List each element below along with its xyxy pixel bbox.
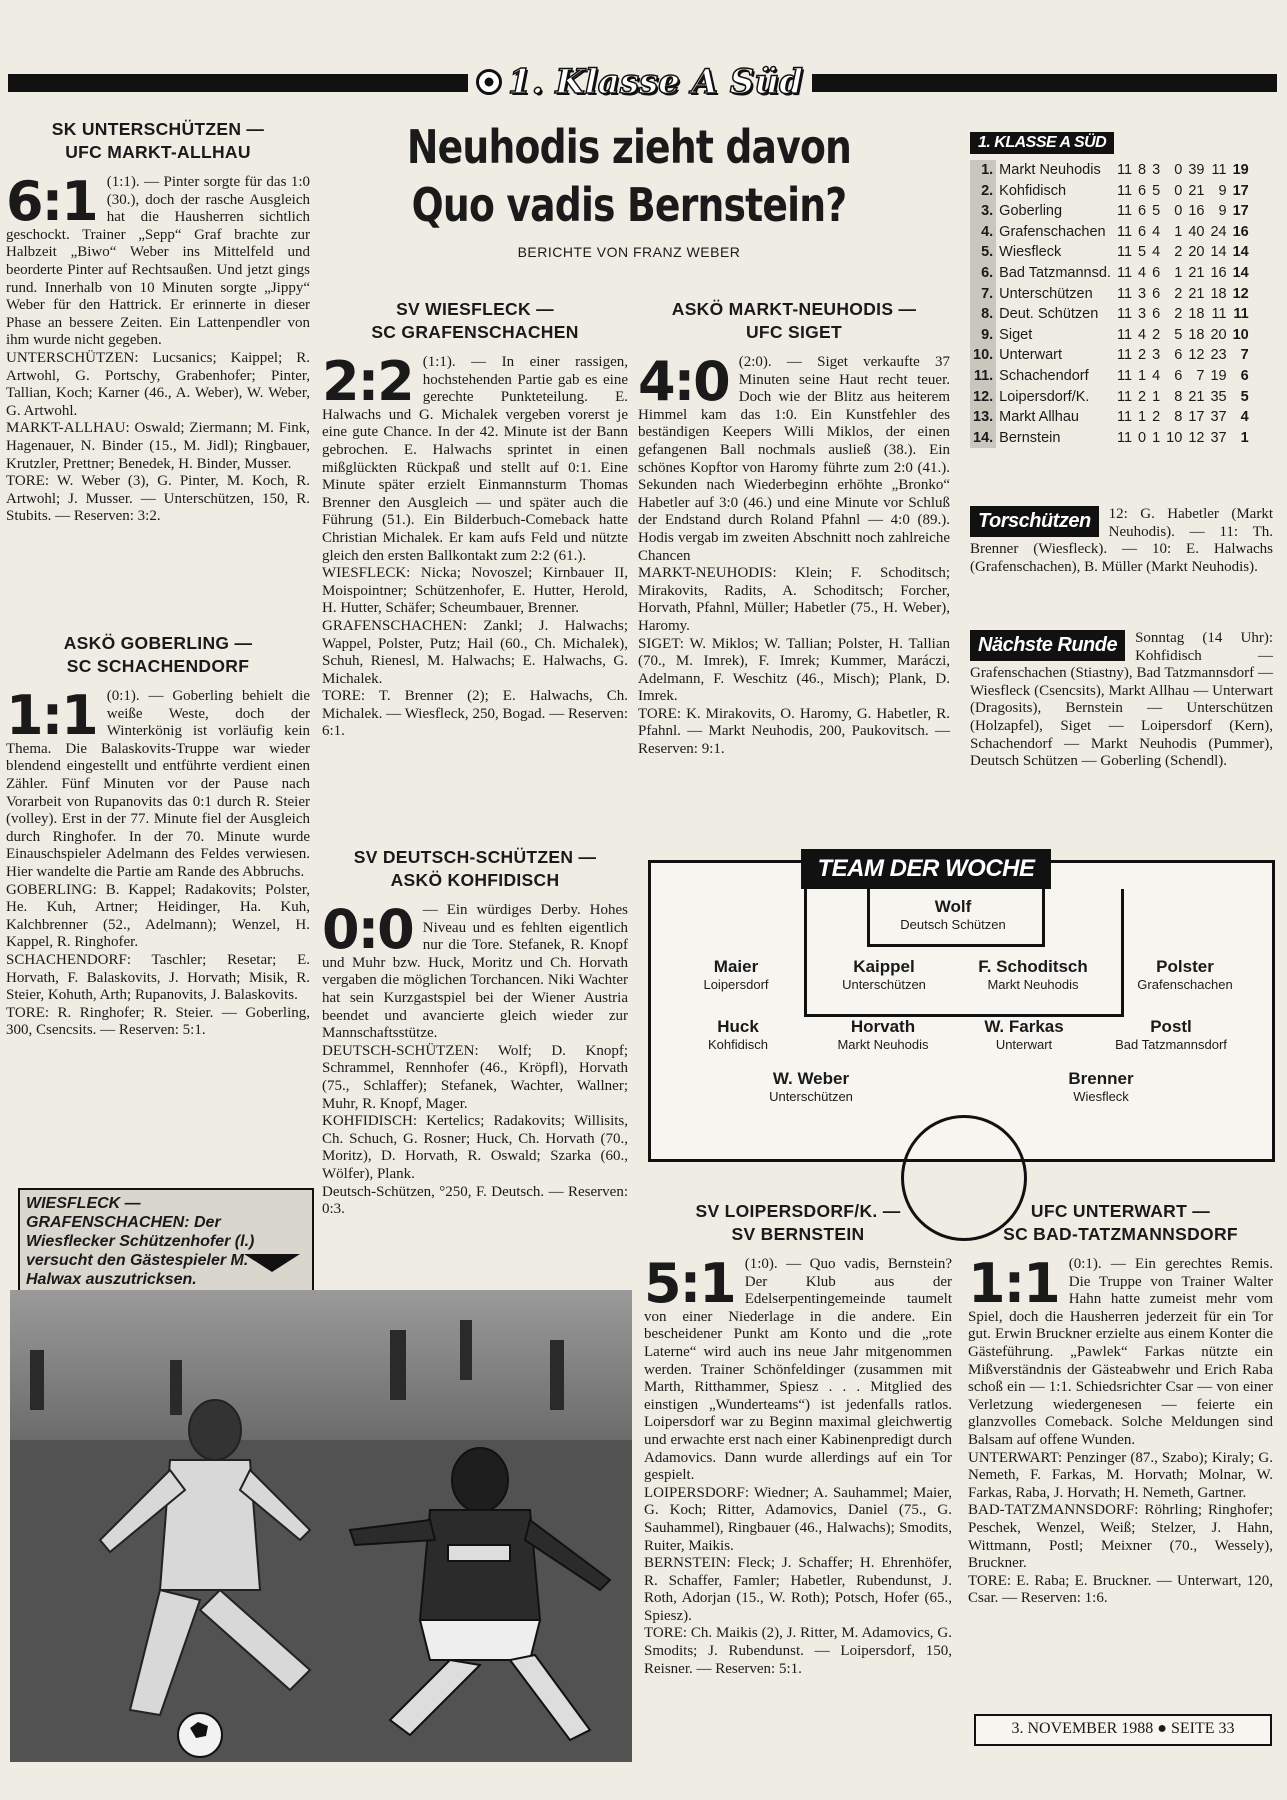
table-stat: 20 bbox=[1188, 244, 1205, 261]
table-stat: 0 bbox=[1174, 182, 1183, 199]
table-stat: 5 bbox=[1138, 244, 1147, 261]
table-stat: 0 bbox=[1138, 429, 1147, 446]
table-stat: 11 bbox=[1116, 409, 1133, 426]
match-heading: SV WIESFLECK — SC GRAFENSCHACHEN bbox=[371, 299, 579, 342]
table-row bbox=[970, 284, 1252, 305]
table-stat: 2 bbox=[1174, 244, 1183, 261]
lineup-home: MARKT-NEUHODIS: Klein; F. Schoditsch; Mirakovits, Radits, A. Schoditsch; Forcher, Horvath, Pfahnl, Müller; Habetler (75., H. Weber), Haromy. bbox=[638, 565, 950, 634]
headline-line-1: Neuhodis zieht davon bbox=[406, 120, 852, 174]
table-stat: 8 bbox=[1174, 388, 1183, 405]
lineup-away: GRAFENSCHACHEN: Zankl; J. Halwachs; Wappel, Polster, Putz; Hail (60., Ch. Michalek), Schuh, Rienesl, M. Halwachs; E. Halwachs, G. Michalek. bbox=[322, 617, 628, 687]
table-team: Bad Tatzmannsd. bbox=[999, 264, 1111, 281]
table-stat: 5 bbox=[1152, 203, 1161, 220]
goals-line: TORE: T. Brenner (2); E. Halwachs, Ch. Michalek. — Wiesfleck, 250, Bogad. — Reserven: 6:1. bbox=[322, 688, 628, 740]
table-team: Deut. Schützen bbox=[999, 306, 1099, 323]
table-stat: 11 bbox=[1116, 367, 1133, 384]
header-rule-left bbox=[8, 74, 468, 92]
headline-block bbox=[318, 118, 940, 260]
table-row bbox=[970, 181, 1252, 202]
table-row bbox=[970, 407, 1252, 428]
table-stat: 7 bbox=[1196, 367, 1205, 384]
table-stat: 21 bbox=[1188, 285, 1205, 302]
team-title: TEAM DER WOCHE bbox=[801, 849, 1051, 889]
table-team: Wiesfleck bbox=[999, 244, 1062, 261]
league-table bbox=[970, 160, 1252, 448]
table-stat: 11 bbox=[1116, 388, 1133, 405]
table-row bbox=[970, 201, 1252, 222]
table-stat: 11 bbox=[1116, 264, 1133, 281]
table-stat: 19 bbox=[1232, 162, 1249, 178]
table-stat: 6 bbox=[1152, 264, 1161, 281]
table-stat: 2 bbox=[1152, 409, 1161, 426]
table-stat: 11 bbox=[1116, 347, 1133, 364]
lineup-home: UNTERWART: Penzinger (87., Szabo); Kiraly; G. Nemeth, F. Farkas, M. Horvath; Molnar, W. Farkas, Raba, J. Horvath; H. Nemeth, Gartner. bbox=[968, 1449, 1273, 1501]
match-heading: SV LOIPERSDORF/K. — SV BERNSTEIN bbox=[695, 1201, 901, 1244]
table-stat: 37 bbox=[1210, 429, 1227, 446]
table-stat: 20 bbox=[1210, 326, 1227, 343]
player-huck: Huck Kohfidisch bbox=[708, 1017, 768, 1052]
table-team: Loipersdorf/K. bbox=[999, 388, 1090, 405]
table-row bbox=[970, 325, 1252, 346]
article-deutsch-schuetzen bbox=[322, 846, 628, 1219]
table-stat: 16 bbox=[1232, 223, 1249, 240]
player-horvath: Horvath Markt Neuhodis bbox=[837, 1017, 929, 1052]
goals-line: TORE: Ch. Maikis (2), J. Ritter, M. Adamovics, G. Smodits; J. Rubendunst. — Loipersdorf, 150, Reisner. — Reserven: 5:1. bbox=[644, 1625, 952, 1677]
table-stat: 14 bbox=[1232, 244, 1249, 261]
player-farkas: W. Farkas Unterwart bbox=[984, 1017, 1064, 1052]
player-schoditsch: F. Schoditsch Markt Neuhodis bbox=[978, 957, 1088, 992]
lineup-home: GOBERLING: B. Kappel; Radakovits; Polster, He. Kuh, Artner; Heidinger, Ha. Kuh, Kalchbrenner (52., Adelmann); Wenzel, H. Kappel, R. Ringhofer. bbox=[6, 881, 310, 951]
lineup-home: WIESFLECK: Nicka; Novoszel; Kirnbauer II, Moispointner; Schützenhofer, E. Hutter, Herold, H. Hutter, Schäfer; Scheumbauer, Brenner. bbox=[322, 565, 628, 617]
table-stat: 12 bbox=[1188, 347, 1205, 364]
table-stat: 3 bbox=[1152, 162, 1161, 178]
table-team: Markt Allhau bbox=[999, 409, 1079, 426]
table-row bbox=[970, 345, 1252, 366]
table-team: Schachendorf bbox=[999, 367, 1089, 384]
table-rank: 14. bbox=[970, 428, 996, 449]
match-score: 6:1 bbox=[6, 170, 97, 233]
table-team: Siget bbox=[999, 326, 1033, 343]
table-stat: 21 bbox=[1188, 388, 1205, 405]
table-stat: 39 bbox=[1188, 162, 1205, 178]
article-unterwart bbox=[968, 1200, 1273, 1608]
section-logo bbox=[476, 62, 806, 102]
table-stat: 16 bbox=[1210, 264, 1227, 281]
football-players-illustration bbox=[10, 1290, 632, 1762]
table-stat: 3 bbox=[1138, 285, 1147, 302]
table-team: Kohfidisch bbox=[999, 182, 1067, 199]
table-stat: 11 bbox=[1233, 306, 1249, 323]
lineup-away: SIGET: W. Miklos; W. Tallian; Polster, H. Tallian (70., M. Imrek), F. Imrek; Kummer, Maráczi, Adelmann, F. Weschitz (46., Misch); Plank, D. Imrek. bbox=[638, 635, 950, 705]
table-stat: 11 bbox=[1116, 182, 1133, 199]
table-stat: 1 bbox=[1138, 367, 1147, 384]
next-round-block bbox=[970, 630, 1273, 771]
table-rank: 12. bbox=[970, 387, 996, 408]
table-rank: 10. bbox=[970, 345, 996, 366]
table-stat: 3 bbox=[1138, 306, 1147, 323]
table-team: Goberling bbox=[999, 203, 1063, 220]
match-score: 1:1 bbox=[968, 1252, 1059, 1315]
table-title: 1. KLASSE A SÜD bbox=[970, 132, 1114, 154]
table-stat: 1 bbox=[1138, 409, 1147, 426]
table-stat: 11 bbox=[1116, 244, 1133, 261]
lineup-away: BERNSTEIN: Fleck; J. Schaffer; H. Ehrenhöfer, R. Schaffer, Famler; Habetler, Rubendunst, J. Roth, Adorjan (15., W. Roth); Potsch, Hofer (65., Spiesz). bbox=[644, 1555, 952, 1624]
table-stat: 18 bbox=[1210, 285, 1227, 302]
match-heading: SK UNTERSCHÜTZEN — UFC MARKT-ALLHAU bbox=[51, 119, 265, 162]
table-stat: 35 bbox=[1210, 388, 1227, 405]
table-rank: 5. bbox=[970, 242, 996, 263]
table-row bbox=[970, 304, 1252, 325]
table-row bbox=[970, 428, 1252, 449]
table-row bbox=[970, 222, 1252, 243]
table-rank: 4. bbox=[970, 222, 996, 243]
table-stat: 17 bbox=[1232, 203, 1249, 220]
table-row bbox=[970, 263, 1252, 284]
table-stat: 11 bbox=[1116, 285, 1133, 302]
table-stat: 8 bbox=[1174, 409, 1183, 426]
table-stat: 4 bbox=[1152, 244, 1161, 261]
table-rank: 1. bbox=[970, 160, 996, 181]
match-score: 1:1 bbox=[6, 684, 97, 747]
table-row bbox=[970, 160, 1252, 181]
table-row bbox=[970, 242, 1252, 263]
table-team: Unterwart bbox=[999, 347, 1063, 364]
table-stat: 9 bbox=[1218, 203, 1227, 220]
section-title: 1. Klasse A Süd bbox=[508, 62, 803, 102]
player-weber: W. Weber Unterschützen bbox=[769, 1069, 853, 1104]
table-stat: 2 bbox=[1174, 306, 1183, 323]
scorers-text: 12: G. Habetler (Markt Neuhodis). — 11: Th. Brenner (Wiesfleck). — 10: E. Halwachs (Grafenschachen), B. Müller (Markt Neuhodis). bbox=[970, 506, 1273, 575]
team-of-the-week bbox=[648, 855, 1275, 1162]
lineup-home: DEUTSCH-SCHÜTZEN: Wolf; D. Knopf; Schrammel, Rennhofer (46., Kröpfl), Horvath (75., Schlaffer); Stefanek, Wachter, Wallner; Muhr, R. Knopf, Mager. bbox=[322, 1042, 628, 1112]
page-footer: 3. NOVEMBER 1988 ● SEITE 33 bbox=[974, 1714, 1272, 1746]
table-stat: 7 bbox=[1240, 347, 1249, 364]
player-maier: Maier Loipersdorf bbox=[703, 957, 769, 992]
table-rank: 8. bbox=[970, 304, 996, 325]
match-report: 1:1 (0:1). — Ein gerechtes Remis. Die Truppe von Trainer Walter Hahn hatte zumeist mehr vom Spiel, doch die Hausherren jederzeit für ein Tor gut. Erwin Bruckner erzielte aus einem Konter die Gästeführung. „Pawlek“ Farkas nützte ein Mißverständnis der Gästeabwehr und Erich Raba schoß ein — 1:1. Schiedsrichter Csar — von einer Verletzung wiedergenesen — feierte ein glanzvolles Comeback. Solche Meldungen sind Balsam auf offene Wunden. bbox=[968, 1252, 1273, 1448]
table-stat: 5 bbox=[1174, 326, 1183, 343]
article-unterschuetzen bbox=[6, 118, 310, 526]
lineup-away: SCHACHENDORF: Taschler; Resetar; E. Horvath, F. Balaskovits, J. Horvath; Misik, R. Steier, Kohuth, Arth; Rupanovits, J. Balaskovits. bbox=[6, 951, 310, 1004]
table-team: Unterschützen bbox=[999, 285, 1093, 302]
lineup-home: UNTERSCHÜTZEN: Lucsanics; Kaippel; R. Artwohl, G. Portschy, Grabenhofer; Pinter, Tallian, Koch; Karner (46., A. Weber), W. Weber, G. Artwohl. bbox=[6, 349, 310, 419]
table-stat: 11 bbox=[1116, 223, 1133, 240]
match-photo bbox=[10, 1290, 632, 1762]
lineup-away: KOHFIDISCH: Kertelics; Radakovits; Willisits, Ch. Schuch, G. Rosner; Huck, Ch. Horvath (70., Moritz), D. Horvath, R. Oswald; Szarka (60., Wölfer), Plank. bbox=[322, 1113, 628, 1182]
table-rank: 6. bbox=[970, 263, 996, 284]
table-stat: 4 bbox=[1152, 223, 1161, 240]
table-row bbox=[970, 387, 1252, 408]
table-stat: 12 bbox=[1188, 429, 1205, 446]
match-score: 2:2 bbox=[322, 350, 413, 413]
table-stat: 24 bbox=[1210, 223, 1227, 240]
table-rank: 7. bbox=[970, 284, 996, 305]
player-polster: Polster Grafenschachen bbox=[1137, 957, 1233, 992]
table-stat: 17 bbox=[1188, 409, 1205, 426]
article-neuhodis bbox=[638, 298, 950, 759]
match-score: 4:0 bbox=[638, 350, 729, 413]
table-rank: 13. bbox=[970, 407, 996, 428]
lineup-away: BAD-TATZMANNSDORF: Röhrling; Ringhofer; Peschek, Wenzel, Weiß; Stelzer, J. Hahn, Wittmann, Postl; Meixner (70., Wessely), Bruckner. bbox=[968, 1502, 1273, 1572]
table-stat: 1 bbox=[1174, 223, 1183, 240]
match-heading: ASKÖ MARKT-NEUHODIS — UFC SIGET bbox=[671, 299, 917, 342]
section-header bbox=[0, 58, 1287, 108]
article-wiesfleck bbox=[322, 298, 628, 741]
next-round-text: Sonntag (14 Uhr): Kohfidisch — Grafenschachen (Stiastny), Bad Tatzmannsdorf — Wiesfleck (Csencsits), Markt Allhau — Unterwart (Dragosits), Bernstein — Unterschützen (Holzapfel), Siget — Loipersdorf (Kern), Schachendorf — Markt Neuhodis (Pummer), Deutsch Schützen — Goberling (Schendl). bbox=[970, 630, 1273, 770]
table-stat: 2 bbox=[1152, 326, 1161, 343]
table-stat: 19 bbox=[1210, 367, 1227, 384]
table-stat: 11 bbox=[1116, 326, 1133, 343]
table-team: Bernstein bbox=[999, 429, 1061, 446]
lineup-home: LOIPERSDORF: Wiedner; A. Sauhammel; Maier, G. Koch; Ritter, Adamovics, Daniel (75., G. Sauhammel), Ringbauer (46., Halwachs); Smodits, Ruiter, Maikis. bbox=[644, 1484, 952, 1554]
table-stat: 14 bbox=[1210, 244, 1227, 261]
table-stat: 12 bbox=[1232, 285, 1249, 302]
table-stat: 9 bbox=[1218, 182, 1227, 199]
table-stat: 21 bbox=[1188, 264, 1205, 281]
table-stat: 2 bbox=[1138, 347, 1147, 364]
header-rule-right bbox=[812, 74, 1277, 92]
table-stat: 4 bbox=[1240, 409, 1249, 426]
table-stat: 1 bbox=[1240, 429, 1249, 446]
football-icon bbox=[476, 69, 502, 95]
table-stat: 6 bbox=[1174, 347, 1183, 364]
headline-line-2: Quo vadis Bernstein? bbox=[411, 178, 847, 232]
table-stat: 11 bbox=[1116, 162, 1133, 178]
table-rank: 3. bbox=[970, 201, 996, 222]
goals-line: TORE: W. Weber (3), G. Pinter, M. Koch, R. Artwohl; J. Musser. — Unterschützen, 150, R. Stubits. — Reserven: 3:2. bbox=[6, 473, 310, 525]
lineup-away: MARKT-ALLHAU: Oswald; Ziermann; M. Fink, Hagenauer, N. Binder (15., M. Jidl); Ringbauer, Krutzler, Prettner; Benedek, H. Binder, Musser. bbox=[6, 420, 310, 472]
player-wolf: Wolf Deutsch Schützen bbox=[900, 897, 1006, 932]
table-stat: 4 bbox=[1138, 326, 1147, 343]
table-stat: 4 bbox=[1138, 264, 1147, 281]
table-stat: 0 bbox=[1174, 203, 1183, 220]
table-stat: 6 bbox=[1174, 367, 1183, 384]
table-stat: 3 bbox=[1152, 347, 1161, 364]
table-stat: 2 bbox=[1138, 388, 1147, 405]
table-team: Grafenschachen bbox=[999, 223, 1106, 240]
match-report: 0:0 — Ein würdiges Derby. Hohes Niveau und es fehlten eigentlich nur die Tore. Stefanek, R. Knopf und Muhr bzw. Huck, Moritz und Ch. Horvath vergaben die möglichen Torchancen. Niki Wachter hat sein Kurzgastspiel bei der Wiener Austria beendet und avancierte gleich wieder zur Mannschaftsstütze. bbox=[322, 898, 628, 1042]
player-kaippel: Kaippel Unterschützen bbox=[842, 957, 926, 992]
match-report: 2:2 (1:1). — In einer rassigen, hochstehenden Partie gab es eine gerechte Punkteteilung. E. Halwachs und G. Michalek vergeben vorerst je eine gute Chance. In der 42. Minute ist der Bann gebrochen. E. Halwachs sprintet in einen mißglückten Rückpaß und stellt auf 0:1. Eine Minute später erzielt Einmannsturm Thomas Brenner den Ausgleich — und später auch die Führung (51.). Ein Bilderbuch-Comeback hatte Christian Michalek. Er kam aufs Feld und nützte gleich den ersten Ballkontakt zum 2:2 (61.). bbox=[322, 350, 628, 564]
table-team: Markt Neuhodis bbox=[999, 162, 1101, 178]
table-stat: 10 bbox=[1232, 326, 1249, 343]
table-stat: 14 bbox=[1232, 264, 1249, 281]
table-stat: 40 bbox=[1188, 223, 1205, 240]
table-stat: 10 bbox=[1166, 429, 1183, 446]
table-stat: 11 bbox=[1116, 306, 1133, 323]
goals-line: Deutsch-Schützen, °250, F. Deutsch. — Reserven: 0:3. bbox=[322, 1183, 628, 1218]
table-stat: 11 bbox=[1211, 162, 1227, 178]
table-stat: 18 bbox=[1188, 306, 1205, 323]
table-stat: 0 bbox=[1174, 162, 1183, 178]
caption-arrow-icon bbox=[244, 1254, 300, 1272]
table-stat: 1 bbox=[1174, 264, 1183, 281]
match-report: 4:0 (2:0). — Siget verkaufte 37 Minuten seine Haut recht teuer. Doch wie der Blitz aus heiterem Himmel kam das 1:0. Ein Kunstfehler des beständigen Keepers Willi Miklos, der einen gefangenen Ball nochmals ausließ (38.). Ein schönes Kopftor von Haromy führte zum 2:0 (41.). Sekunden nach Wiederbeginn erhöhte „Bronko“ Habetler auf 3:0 (46.) und eine Minute vor Schluß der Endstand durch Roland Pfahnl — 4:0 (89.). Hodis vergab im zweiten Abschnitt noch zahlreiche Chancen bbox=[638, 350, 950, 564]
table-rank: 11. bbox=[970, 366, 996, 387]
match-score: 0:0 bbox=[322, 898, 413, 961]
goals-line: TORE: E. Raba; E. Bruckner. — Unterwart, 120, Csar. — Reserven: 1:6. bbox=[968, 1572, 1273, 1607]
table-row bbox=[970, 366, 1252, 387]
table-stat: 5 bbox=[1240, 388, 1249, 405]
table-stat: 11 bbox=[1116, 429, 1133, 446]
table-stat: 1 bbox=[1152, 429, 1161, 446]
match-heading: SV DEUTSCH-SCHÜTZEN — ASKÖ KOHFIDISCH bbox=[353, 847, 597, 890]
table-stat: 6 bbox=[1138, 203, 1147, 220]
table-stat: 37 bbox=[1210, 409, 1227, 426]
match-heading: ASKÖ GOBERLING — SC SCHACHENDORF bbox=[63, 633, 253, 676]
article-loipersdorf bbox=[644, 1200, 952, 1678]
table-stat: 2 bbox=[1174, 285, 1183, 302]
goals-line: TORE: K. Mirakovits, O. Haromy, G. Habetler, R. Pfahnl. — Markt Neuhodis, 200, Paukovitsch. — Reserven: 9:1. bbox=[638, 705, 950, 758]
player-postl: Postl Bad Tatzmannsdorf bbox=[1115, 1017, 1227, 1052]
table-stat: 6 bbox=[1152, 285, 1161, 302]
table-stat: 18 bbox=[1188, 326, 1205, 343]
table-stat: 11 bbox=[1116, 203, 1133, 220]
match-report: 5:1 (1:0). — Quo vadis, Bernstein? Der Klub aus der Edelserpentingemeinde taumelt von einer Niederlage in die andere. Ein bescheidener Punkt am Konto und die „rote Laterne“ wird auch ins neue Jahr mitgenommen werden. Trainer Schönfeldinger (zusammen mit Marth, Ritthammer, Spiesz . . . Mitglied des einstigen „Wunderteams“) ist jedenfalls ratlos. Loipersdorf war zu Beginn maximal gleichwertig und erwachte erst nach einer Kabinenpredigt durch Adamovics. Dann wurde allerdings auf ein Tor gespielt. bbox=[644, 1252, 952, 1484]
table-rank: 2. bbox=[970, 181, 996, 202]
match-report: 6:1 (1:1). — Pinter sorgte für das 1:0 (30.), doch der rasche Ausgleich hat die Hausherren sichtlich geschockt. Trainer „Sepp“ Graf brachte zur Halbzeit „Biwo“ Weber ins Mittelfeld und beorderte Pinter auf Rechtsaußen. Und jetzt gings rund. Innerhalb von 10 Minuten sorgte „Jippy“ Weber für den Hattrick. Er erinnerte in dieser Phase an bessere Zeiten. Ein Lattenpendler von ihm wurde nicht gegeben. bbox=[6, 170, 310, 349]
match-report: 1:1 (0:1). — Goberling behielt die weiße Weste, doch der Winterkönig ist vorläufig kein Thema. Die Balaskovits-Truppe war wieder blendend eingestellt und entführte verdient einen Zähler. Fünf Minuten vor der Pause nach Vorarbeit von Rupanovits das 0:1 durch R. Steier (volley). Erst in der 77. Minute fiel der Ausgleich durch Ringhofer. In der 70. Minute wurde Einauschspieler Adelmann des Feldes verwiesen. Hier wandelte die Partie am Rande des Abbruchs. bbox=[6, 684, 310, 880]
table-stat: 6 bbox=[1240, 367, 1249, 384]
article-goberling bbox=[6, 632, 310, 1040]
match-score: 5:1 bbox=[644, 1252, 735, 1315]
table-stat: 21 bbox=[1188, 182, 1205, 199]
table-stat: 17 bbox=[1232, 182, 1249, 199]
byline: BERICHTE VON FRANZ WEBER bbox=[517, 244, 741, 260]
table-stat: 6 bbox=[1138, 182, 1147, 199]
player-brenner: Brenner Wiesfleck bbox=[1068, 1069, 1134, 1104]
table-stat: 6 bbox=[1152, 306, 1161, 323]
table-stat: 1 bbox=[1152, 388, 1161, 405]
table-rank: 9. bbox=[970, 325, 996, 346]
league-table-block bbox=[970, 132, 1275, 448]
photo-caption: WIESFLECK — GRAFENSCHACHEN: Der Wiesflecker Schützenhofer (l.) versucht den Gästespieler M. Halwax auszutricksen. bbox=[18, 1188, 314, 1295]
scorers-tag: Torschützen bbox=[970, 506, 1099, 537]
table-stat: 23 bbox=[1210, 347, 1227, 364]
table-stat: 4 bbox=[1152, 367, 1161, 384]
goals-line: TORE: R. Ringhofer; R. Steier. — Goberling, 300, Csencsits. — Reserven: 5:1. bbox=[6, 1004, 310, 1039]
table-stat: 11 bbox=[1211, 306, 1227, 323]
top-scorers-block bbox=[970, 506, 1273, 576]
table-stat: 16 bbox=[1188, 203, 1205, 220]
next-round-tag: Nächste Runde bbox=[970, 630, 1125, 661]
table-stat: 8 bbox=[1138, 162, 1147, 178]
table-stat: 5 bbox=[1152, 182, 1161, 199]
table-stat: 6 bbox=[1138, 223, 1147, 240]
match-heading: UFC UNTERWART — SC BAD-TATZMANNSDORF bbox=[1003, 1201, 1238, 1244]
